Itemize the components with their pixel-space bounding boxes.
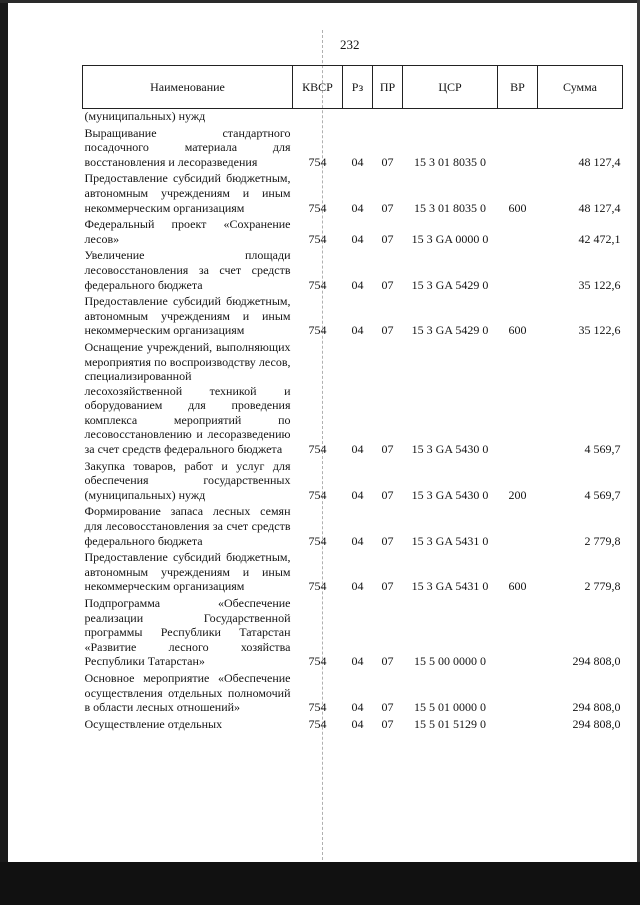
cell-rz: 04 [351,487,364,502]
cell-kvsr: 754 [308,200,327,215]
cell-sum: 48 127,4 [578,200,621,215]
cell-sum: 4 569,7 [584,487,621,502]
cell-vr: 600 [508,579,527,594]
cell-kvsr: 754 [308,700,327,715]
cell-name: Выращивание стандартного посадочного материала для восстановления и лесоразведения [84,125,291,169]
cell-name: Осуществление отдельных [84,716,223,731]
table-row [83,126,623,172]
cell-kvsr: 754 [308,487,327,502]
cell-rz: 04 [351,700,364,715]
header-pr: ПР [373,66,403,109]
cell-vr [498,596,538,671]
cell-vr: 600 [508,323,527,338]
cell-rz [343,109,373,126]
cell-vr [498,340,538,459]
cell-csr: 15 5 01 0000 0 [414,700,486,715]
cell-sum: 2 779,8 [584,533,621,548]
cell-rz: 04 [351,277,364,292]
cell-csr: 15 3 01 8035 0 [414,200,486,215]
cell-name: Предоставление субсидий бюджетным, автономным учреждениям и иным некоммерческим организациям [84,171,291,215]
cell-kvsr: 754 [308,442,327,457]
table-row [83,294,623,340]
cell-csr: 15 5 01 5129 0 [414,716,486,731]
cell-pr: 07 [381,277,394,292]
cell-name: Формирование запаса лесных семян для лесовосстановления за счет средств федерального бюджета [84,504,291,548]
cell-csr [403,109,498,126]
cell-sum: 35 122,6 [578,323,621,338]
cell-kvsr: 754 [308,579,327,594]
cell-vr: 600 [508,200,527,215]
cell-vr [498,109,538,126]
cell-sum: 294 808,0 [572,700,621,715]
cell-name: Подпрограмма «Обеспечение реализации Государственной программы Республики Татарстан «Развитие лесного хозяйства Республики Татарстан» [84,596,291,669]
cell-pr: 07 [381,716,394,731]
cell-kvsr: 754 [308,154,327,169]
cell-sum: 42 472,1 [578,231,621,246]
cell-sum: 294 808,0 [572,716,621,731]
scan-edge-left [0,0,8,905]
cell-vr: 200 [508,487,527,502]
cell-csr: 15 3 GA 5430 0 [411,442,489,457]
cell-rz: 04 [351,200,364,215]
cell-kvsr: 754 [308,323,327,338]
cell-kvsr [293,109,343,126]
cell-vr [498,671,538,717]
cell-pr: 07 [381,700,394,715]
cell-sum [538,109,623,126]
cell-pr: 07 [381,323,394,338]
scan-edge-top [0,0,640,3]
cell-pr: 07 [381,231,394,246]
cell-name: Предоставление субсидий бюджетным, автономным учреждениям и иным некоммерческим организациям [84,294,291,338]
cell-pr: 07 [381,487,394,502]
cell-name: Основное мероприятие «Обеспечение осуществления отдельных полномочий в области лесных отношений» [84,670,291,715]
cell-pr: 07 [381,654,394,669]
cell-rz: 04 [351,231,364,246]
cell-vr [498,248,538,294]
cell-rz: 04 [351,654,364,669]
cell-rz: 04 [351,323,364,338]
cell-sum: 2 779,8 [584,579,621,594]
header-csr: ЦСР [403,66,498,109]
cell-vr [498,217,538,248]
cell-sum: 4 569,7 [584,442,621,457]
cell-rz: 04 [351,442,364,457]
cell-pr [373,109,403,126]
budget-table [82,65,623,733]
cell-pr: 07 [381,533,394,548]
cell-csr: 15 3 GA 5429 0 [411,323,489,338]
cell-name: Федеральный проект «Сохранение лесов» [84,217,291,246]
cell-pr: 07 [381,154,394,169]
header-rz: Рз [343,66,373,109]
cell-csr: 15 5 00 0000 0 [414,654,486,669]
table-row [83,459,623,505]
scan-edge-bottom [0,862,640,905]
cell-csr: 15 3 01 8035 0 [414,154,486,169]
cell-name: Предоставление субсидий бюджетным, автономным учреждениям и иным некоммерческим организациям [84,550,291,594]
table-row [83,596,623,671]
table-row [83,504,623,550]
table-header-row [83,66,623,109]
cell-sum: 48 127,4 [578,154,621,169]
cell-kvsr: 754 [308,533,327,548]
table-row [83,340,623,459]
table-row [83,717,623,734]
cell-name: Оснащение учреждений, выполняющих мероприятия по воспроизводству лесов, специализированной лесохозяйственной техникой и оборудованием для проведения комплекса мероприятий по лесовосстановлению и лесоразведению за счет средств федерального бюджета [84,339,291,457]
page-number: 232 [340,37,360,52]
cell-kvsr: 754 [308,231,327,246]
table-row [83,109,623,126]
table-row [83,671,623,717]
cell-vr [498,504,538,550]
cell-csr: 15 3 GA 5431 0 [411,533,489,548]
header-kvsr: КВСР [293,66,343,109]
cell-csr: 15 3 GA 5430 0 [411,487,489,502]
cell-rz: 04 [351,154,364,169]
table-row [83,248,623,294]
cell-csr: 15 3 GA 0000 0 [411,231,489,246]
cell-rz: 04 [351,716,364,731]
cell-rz: 04 [351,579,364,594]
cell-sum: 294 808,0 [572,654,621,669]
cell-kvsr: 754 [308,654,327,669]
cell-pr: 07 [381,442,394,457]
cell-vr [498,126,538,172]
header-name: Наименование [83,66,293,109]
cell-csr: 15 3 GA 5431 0 [411,579,489,594]
cell-pr: 07 [381,579,394,594]
header-vr: ВР [498,66,538,109]
table-row [83,550,623,596]
cell-name: Закупка товаров, работ и услуг для обеспечения государственных (муниципальных) нужд [84,458,291,502]
cell-kvsr: 754 [308,277,327,292]
cell-rz: 04 [351,533,364,548]
cell-name: (муниципальных) нужд [84,109,206,123]
table-row [83,171,623,217]
cell-sum: 35 122,6 [578,277,621,292]
cell-name: Увеличение площади лесовосстановления за счет средств федерального бюджета [84,248,291,292]
header-sum: Сумма [538,66,623,109]
cell-kvsr: 754 [308,716,327,731]
cell-vr [498,717,538,734]
cell-pr: 07 [381,200,394,215]
table-row [83,217,623,248]
cell-csr: 15 3 GA 5429 0 [411,277,489,292]
